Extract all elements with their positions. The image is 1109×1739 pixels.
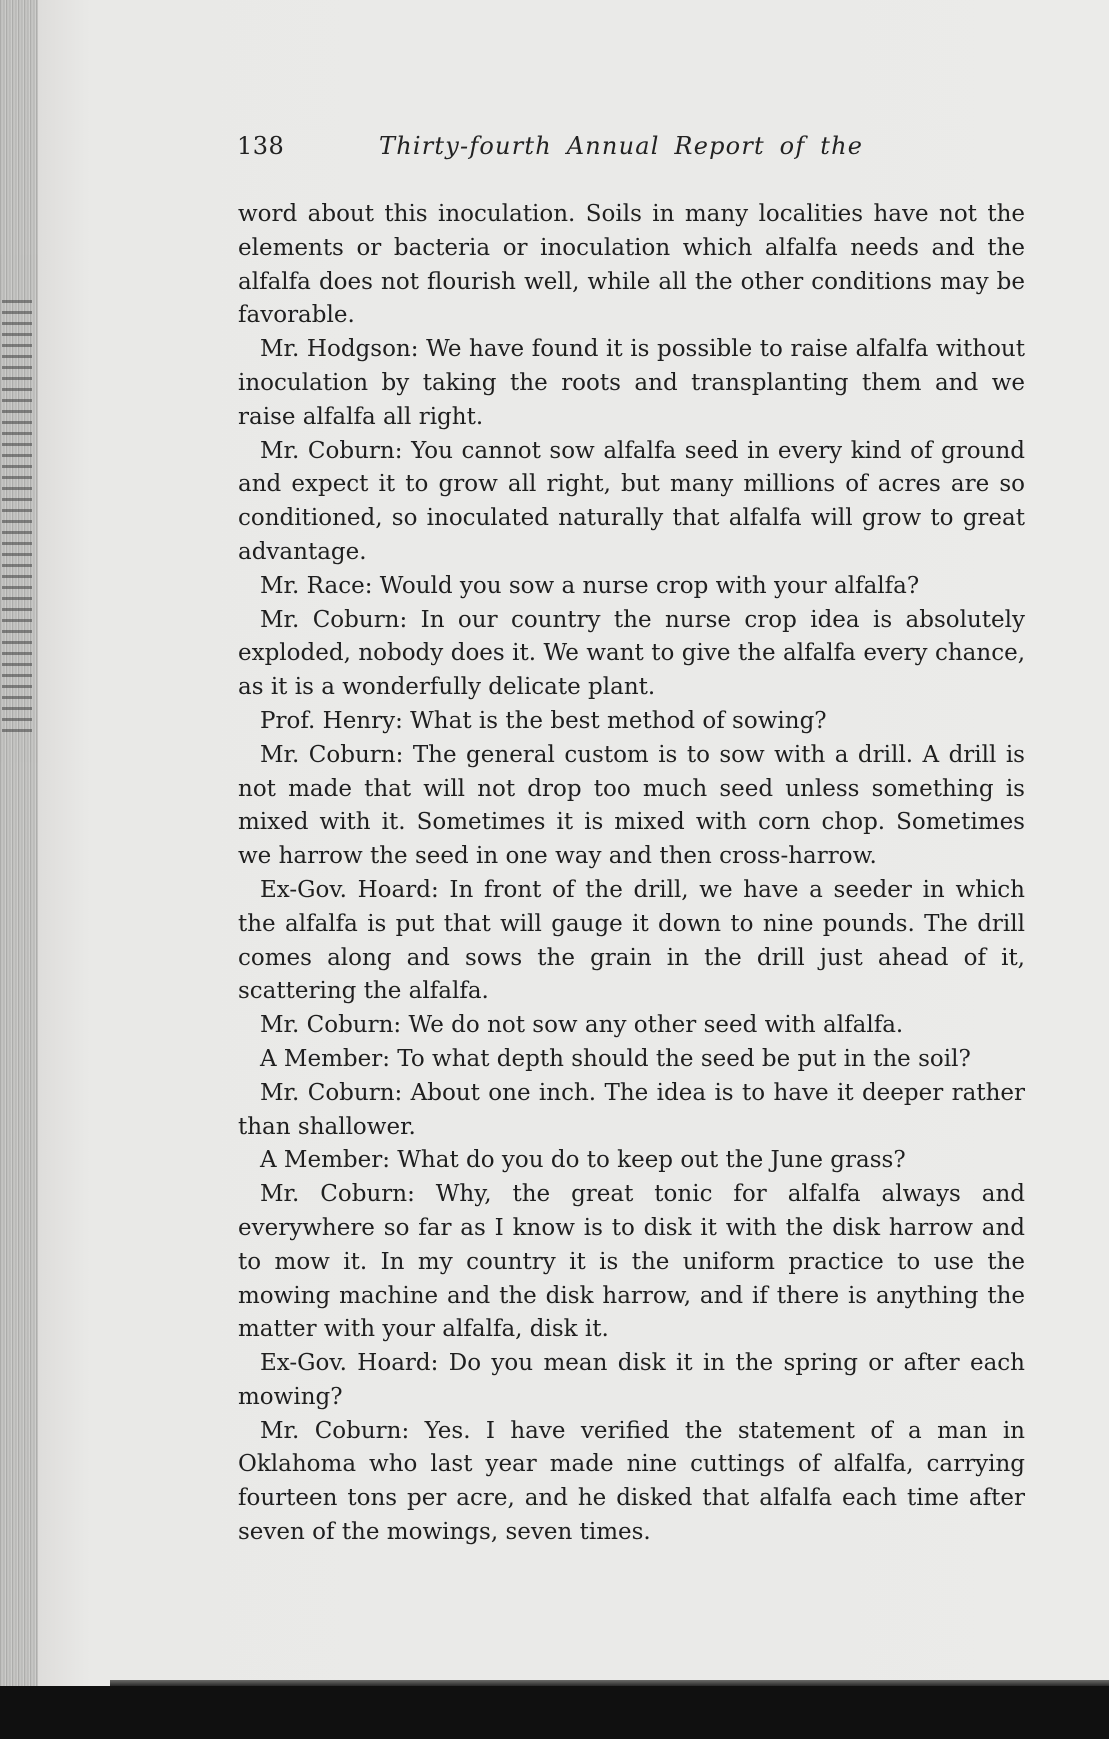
paragraph [238,1144,1025,1178]
speaker-label: Mr. Race: [260,572,373,599]
running-title: Thirty-fourth Annual Report of the [379,132,864,160]
paragraph [238,1415,1025,1550]
paragraph [238,604,1025,705]
paragraph [238,874,1025,1009]
speaker-label: Mr. Coburn: [260,1012,402,1039]
book-binding-edge [0,0,38,1686]
speaker-label: Mr. Coburn: [260,741,404,768]
paragraph-text: To what depth should the seed be put in the soil? [397,1045,971,1072]
speaker-label: Mr. Coburn: [260,1417,410,1444]
speaker-label: Mr. Coburn: [260,1181,415,1208]
speaker-label: Mr. Hodgson: [260,336,419,363]
body-text [238,198,1025,1550]
speaker-label: Ex-Gov. Hoard: [260,876,439,903]
paragraph-text: Yes. I have verified the statement of a man in Oklahoma who last year made nine cuttings of alfalfa, carrying fourteen tons per acre, and he disked that alfalfa each time after seven of the mowings, seven times. [238,1417,1025,1546]
page-number: 138 [237,132,285,160]
running-header [237,132,877,172]
paragraph [238,435,1025,570]
scanner-bottom-band [0,1686,1109,1739]
paragraph [238,1043,1025,1077]
speaker-label: Mr. Coburn: [260,1079,403,1106]
paragraph-text: The general custom is to sow with a drill. A drill is not made that will not drop too much seed unless something is mixed with it. Sometimes it is mixed with corn chop. Sometimes we harrow the seed in one way and then cross-harrow. [238,741,1025,870]
paragraph [238,739,1025,874]
binding-marks [2,300,32,740]
paragraph [238,1178,1025,1347]
paragraph [238,333,1025,434]
paragraph [238,570,1025,604]
speaker-label: Ex-Gov. Hoard: [260,1350,439,1377]
paragraph-text: You cannot sow alfalfa seed in every kind of ground and expect it to grow all right, but many millions of acres are so conditioned, so inoculated naturally that alfalfa will grow to great advantage. [238,437,1025,565]
paragraph-text: In front of the drill, we have a seeder in which the alfalfa is put that will gauge it down to nine pounds. The drill comes along and sows the grain in the drill just ahead of it, scattering the alfalfa. [238,876,1025,1005]
paragraph-text: Would you sow a nurse crop with your alfalfa? [379,572,920,599]
paragraph-text: Why, the great tonic for alfalfa always and everywhere so far as I know is to disk it with the disk harrow and to mow it. In my country it is the uniform practice to use the mowing machine and the disk harrow, and if there is anything the matter with your alfalfa, disk it. [238,1181,1026,1343]
paragraph-text: In our country the nurse crop idea is absolutely exploded, nobody does it. We want to give the alfalfa every chance, as it is a wonderfully delicate plant. [238,606,1025,701]
paragraph-text: What do you do to keep out the June grass? [397,1147,906,1174]
paragraph-text: We have found it is possible to raise alfalfa without inoculation by taking the roots and transplanting them and we raise alfalfa all right. [238,336,1025,430]
paragraph [238,198,1025,333]
speaker-label: Mr. Coburn: [260,437,403,464]
paragraph-text: What is the best method of sowing? [410,707,827,734]
paragraph-text: Do you mean disk it in the spring or after each mowing? [238,1350,1025,1410]
paragraph-text: We do not sow any other seed with alfalfa. [408,1012,904,1039]
paragraph [238,705,1025,739]
paragraph-text: About one inch. The idea is to have it deeper rather than shallower. [238,1079,1025,1140]
speaker-label: A Member: [260,1045,390,1072]
paragraph [238,1009,1025,1043]
paragraph-text: word about this inoculation. Soils in many localities have not the elements or bacteria or inoculation which alfalfa needs and the alfalfa does not flourish well, while all the other conditions may be favorable. [238,201,1025,329]
paragraph [238,1347,1025,1415]
paragraph [238,1077,1025,1145]
speaker-label: Mr. Coburn: [260,606,408,633]
speaker-label: Prof. Henry: [260,707,403,734]
speaker-label: A Member: [260,1147,390,1174]
